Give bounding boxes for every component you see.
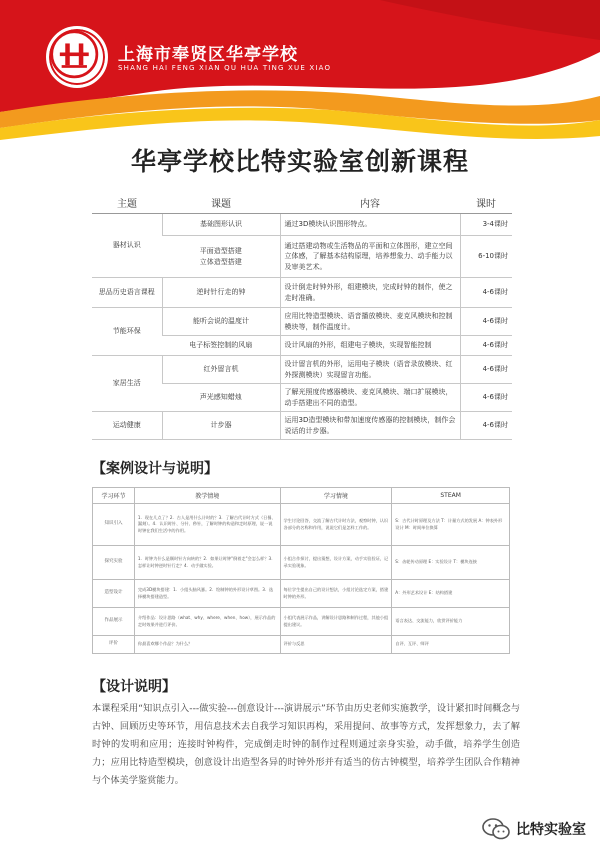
teaching-cell: 完成3D模块搭建：1．小组头脑风暴。2．绘制钟的外形设计草图。3．选择模块搭建造型。 [134, 580, 280, 608]
stage-cell: 作品展示 [93, 608, 135, 636]
theme-cell: 思品历史语言课程 [92, 278, 162, 308]
steam-cell: A：外形艺术设计 E：结构搭建 [392, 580, 510, 608]
hours-cell: 4-6课时 [460, 336, 512, 356]
learning-cell: 小组合作探讨，提出猜想，设计方案，动手实验验证，记录实验现象。 [280, 546, 392, 580]
steam-cell: S：齿轮传动原理 E：实验设计 T：模块连接 [392, 546, 510, 580]
teaching-cell: 1．时钟为什么是顺时针方向转的？2．如果让时钟"倒着走"会怎么样？3．怎样让时钟逆时针行走？4．动手做实验。 [134, 546, 280, 580]
teaching-cell: 介绍作品：设计思路（what、why、where、when、how），展示作品的走时效果并进行评价。 [134, 608, 280, 636]
learning-cell: 评价与反思 [280, 636, 392, 654]
header-content: 内容 [280, 193, 460, 214]
content-cell: 了解光照度传感器模块、麦克风模块、端口扩展模块，动手搭建出不同的造型。 [280, 384, 460, 412]
steam-cell: 语言表达、交流能力，欣赏评价能力 [392, 608, 510, 636]
table-row [93, 546, 510, 580]
wechat-account-name: 比特实验室 [516, 822, 586, 838]
content-cell: 应用比特造型模块、语音播放模块、麦克风模块和控制模块等，制作温度计。 [280, 308, 460, 336]
school-logo [46, 26, 108, 88]
content-cell: 运用3D造型模块和带加速度传感器的控制模块，制作会说话的计步器。 [280, 412, 460, 440]
steam-cell: 自评、互评、师评 [392, 636, 510, 654]
header-topic: 课题 [162, 193, 280, 214]
school-emblem-icon [49, 29, 105, 85]
teaching-cell: 1．现在几点了？2．古人是用什么计时的？3．了解古代计时方式（日晷、漏刻）。4．认识时针、分针、秒针，了解时钟的构造和走时原理，说一说时钟在我们生活中的作用。 [134, 504, 280, 546]
page-title: 华亭学校比特实验室创新课程 [130, 147, 469, 176]
header-theme: 主题 [92, 193, 162, 214]
topic-cell: 计步器 [162, 412, 280, 440]
stage-cell: 探究实验 [93, 546, 135, 580]
cases-table-header [93, 488, 510, 504]
hours-cell: 6-10课时 [460, 236, 512, 278]
table-row [93, 580, 510, 608]
learning-cell: 学生讨论回答，交流了解古代计时方法，观察时钟，认识各部分的名称和作用，说说它们是怎样工作的。 [280, 504, 392, 546]
table-row [93, 636, 510, 654]
table-row [92, 214, 512, 236]
cases-heading: 【案例设计与说明】 [92, 461, 218, 477]
theme-cell: 家居生活 [92, 356, 162, 412]
header-learning: 学习情境 [280, 488, 392, 504]
theme-cell: 运动健康 [92, 412, 162, 440]
design-heading: 【设计说明】 [92, 679, 176, 695]
content-cell: 设计倒走时钟外形，组建模块，完成时钟的制作，使之走时准确。 [280, 278, 460, 308]
learning-cell: 每位学生提出自己的设计想法，小组讨论选定方案，搭建时钟的外形。 [280, 580, 392, 608]
theme-cell: 节能环保 [92, 308, 162, 356]
table-row [92, 278, 512, 308]
wechat-icon [482, 818, 510, 840]
topic-cell: 声光感知蜡烛 [162, 384, 280, 412]
table-row [92, 412, 512, 440]
content-cell: 设计风扇的外形，组建电子模块，实现智能控制 [280, 336, 460, 356]
stage-cell: 造型设计 [93, 580, 135, 608]
course-table [92, 193, 512, 440]
school-name-en: SHANG HAI FENG XIAN QU HUA TING XUE XIAO [118, 64, 332, 72]
hours-cell: 4-6课时 [460, 412, 512, 440]
stage-cell: 评价 [93, 636, 135, 654]
table-row [92, 308, 512, 336]
hours-cell: 4-6课时 [460, 278, 512, 308]
cases-table [92, 487, 510, 654]
hours-cell: 4-6课时 [460, 356, 512, 384]
design-paragraph: 本课程采用“知识点引入---做实验---创意设计---演讲展示”环节由历史老师实施教学，设计紧扣时间概念与古钟、回顾历史等环节，用信息技术去自我学习知识再构，采用提问、故事等方式，发挥想象力，去了解时钟的发明和应用；连接时钟构件，完成倒走时钟的制作过程则通过亲身实验，动手做，培养学生创造力；应用比特造型模块，创意设计出造型各异的时钟外形并有适当的仿古钟模型，培养学生团队合作精神与个体美学鉴赏能力。 [92, 703, 520, 786]
table-row [92, 356, 512, 384]
course-table-header [92, 193, 512, 214]
learning-cell: 小组代表展示作品，讲解设计思路和制作过程，其他小组提出建议。 [280, 608, 392, 636]
header-teaching: 教学情境 [134, 488, 280, 504]
content-cell: 通过搭建动物或生活物品的平面和立体图形，建立空间立体感，了解基本结构原理，培养想象力、动手能力以及审美艺术。 [280, 236, 460, 278]
stage-cell: 知识引入 [93, 504, 135, 546]
topic-cell: 红外留言机 [162, 356, 280, 384]
steam-cell: S：古代计时原理及方法 T：计量方式的发展 A：钟表外形设计 M：时间单位换算 [392, 504, 510, 546]
header-stage: 学习环节 [93, 488, 135, 504]
school-name-cn: 上海市奉贤区华亭学校 [118, 45, 298, 65]
table-row [93, 608, 510, 636]
content-cell: 设计留言机的外形，运用电子模块（语音录放模块、红外探测模块）实现留言功能。 [280, 356, 460, 384]
topic-cell: 平面造型搭建 立体造型搭建 [162, 236, 280, 278]
header-steam: STEAM [392, 488, 510, 504]
topic-cell: 逆时针行走的钟 [162, 278, 280, 308]
hours-cell: 3-4课时 [460, 214, 512, 236]
wechat-account [482, 818, 586, 840]
topic-cell: 能听会说的温度计 [162, 308, 280, 336]
topic-cell: 电子标签控制的风扇 [162, 336, 280, 356]
header-hours: 课时 [460, 193, 512, 214]
hours-cell: 4-6课时 [460, 308, 512, 336]
teaching-cell: 你最喜欢哪个作品？为什么？ [134, 636, 280, 654]
content-cell: 通过3D模块认识图形特点。 [280, 214, 460, 236]
theme-cell: 器材认识 [92, 214, 162, 278]
topic-cell: 基础图形认识 [162, 214, 280, 236]
hours-cell: 4-6课时 [460, 384, 512, 412]
table-row [93, 504, 510, 546]
